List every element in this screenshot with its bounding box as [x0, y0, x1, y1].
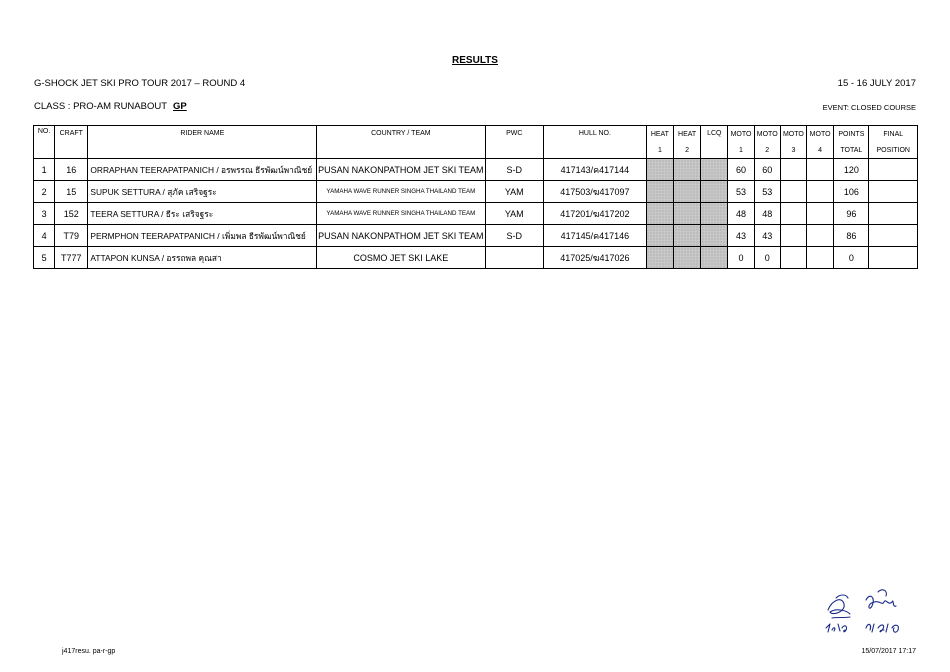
footer-file-code: j417resu. pa-r-gp	[62, 648, 116, 655]
col-team: COUNTRY / TEAM	[317, 126, 485, 159]
table-row	[34, 159, 918, 181]
cell-moto2: 48	[754, 203, 780, 225]
cell-moto4	[807, 159, 834, 181]
page-title: RESULTS	[452, 55, 498, 66]
cell-team: PUSAN NAKONPATHOM JET SKI TEAM	[317, 159, 485, 181]
results-body	[34, 159, 918, 269]
cell-pwc: YAM	[485, 181, 543, 203]
cell-pwc	[485, 247, 543, 269]
cell-lcq	[701, 225, 728, 247]
cell-heat2	[674, 181, 701, 203]
cell-moto3	[780, 247, 806, 269]
results-table	[33, 125, 918, 269]
cell-rider: PERMPHON TEERAPATPANICH / เพิ่มพล ธีรพัฒน์พาณิชย์	[88, 225, 317, 247]
cell-moto1: 60	[728, 159, 754, 181]
col-moto4-num: 4	[807, 142, 834, 159]
cell-moto1: 48	[728, 203, 754, 225]
cell-hull: 417143/ค417144	[543, 159, 646, 181]
table-row	[34, 247, 918, 269]
cell-heat1	[646, 225, 673, 247]
cell-lcq	[701, 159, 728, 181]
col-craft: CRAFT	[55, 126, 88, 159]
cell-final	[869, 181, 918, 203]
cell-heat2	[674, 159, 701, 181]
col-no: NO.	[34, 126, 55, 159]
cell-pwc: S-D	[485, 159, 543, 181]
table-row	[34, 181, 918, 203]
cell-rider: ORRAPHAN TEERAPATPANICH / อรพรรณ ธีรพัฒน์พาณิชย์	[88, 159, 317, 181]
cell-rider: SUPUK SETTURA / สุภัค เสริจฐระ	[88, 181, 317, 203]
col-moto3-num: 3	[780, 142, 806, 159]
cell-final	[869, 203, 918, 225]
col-moto1: MOTO	[728, 126, 754, 143]
cell-hull: 417201/ฆ417202	[543, 203, 646, 225]
cell-moto3	[780, 159, 806, 181]
cell-moto3	[780, 203, 806, 225]
col-heat2-num: 2	[674, 142, 701, 159]
col-heat2: HEAT	[674, 126, 701, 143]
cell-no: 3	[34, 203, 55, 225]
col-moto2: MOTO	[754, 126, 780, 143]
cell-no: 4	[34, 225, 55, 247]
footer-timestamp: 15/07/2017 17:17	[861, 648, 916, 655]
col-moto2-num: 2	[754, 142, 780, 159]
col-points-total: TOTAL	[834, 142, 869, 159]
cell-no: 1	[34, 159, 55, 181]
cell-points: 0	[834, 247, 869, 269]
cell-hull: 417503/ฆ417097	[543, 181, 646, 203]
cell-craft: 152	[55, 203, 88, 225]
class-label	[34, 101, 187, 112]
cell-heat1	[646, 247, 673, 269]
cell-no: 5	[34, 247, 55, 269]
cell-moto3	[780, 181, 806, 203]
col-moto1-num: 1	[728, 142, 754, 159]
cell-moto2: 60	[754, 159, 780, 181]
cell-rider: ATTAPON KUNSA / อรรถพล คุณสา	[88, 247, 317, 269]
cell-team: COSMO JET SKI LAKE	[317, 247, 485, 269]
col-final-position: POSITION	[869, 142, 918, 159]
cell-moto2: 0	[754, 247, 780, 269]
cell-heat2	[674, 225, 701, 247]
cell-team: YAMAHA WAVE RUNNER SINGHA THAILAND TEAM	[317, 181, 485, 203]
table-row	[34, 225, 918, 247]
col-rider: RIDER NAME	[88, 126, 317, 159]
col-hull: HULL NO.	[543, 126, 646, 159]
cell-heat1	[646, 159, 673, 181]
cell-moto4	[807, 247, 834, 269]
col-points: POINTS	[834, 126, 869, 143]
col-lcq: LCQ	[701, 126, 728, 159]
cell-lcq	[701, 181, 728, 203]
cell-moto2: 43	[754, 225, 780, 247]
cell-craft: T79	[55, 225, 88, 247]
table-row	[34, 203, 918, 225]
cell-craft: 16	[55, 159, 88, 181]
cell-pwc: YAM	[485, 203, 543, 225]
cell-hull: 417025/ฆ417026	[543, 247, 646, 269]
cell-final	[869, 159, 918, 181]
event-title: G-SHOCK JET SKI PRO TOUR 2017 – ROUND 4	[34, 78, 246, 89]
cell-heat1	[646, 203, 673, 225]
cell-team: YAMAHA WAVE RUNNER SINGHA THAILAND TEAM	[317, 203, 485, 225]
class-code: GP	[173, 101, 187, 112]
cell-moto4	[807, 181, 834, 203]
cell-heat2	[674, 203, 701, 225]
col-final: FINAL	[869, 126, 918, 143]
cell-no: 2	[34, 181, 55, 203]
cell-moto1: 53	[728, 181, 754, 203]
cell-craft: T777	[55, 247, 88, 269]
col-pwc: PWC	[485, 126, 543, 159]
cell-hull: 417145/ค417146	[543, 225, 646, 247]
cell-points: 96	[834, 203, 869, 225]
cell-pwc: S-D	[485, 225, 543, 247]
cell-heat2	[674, 247, 701, 269]
cell-craft: 15	[55, 181, 88, 203]
cell-moto1: 0	[728, 247, 754, 269]
cell-moto4	[807, 225, 834, 247]
cell-moto2: 53	[754, 181, 780, 203]
cell-points: 120	[834, 159, 869, 181]
cell-points: 106	[834, 181, 869, 203]
col-heat1-num: 1	[646, 142, 673, 159]
event-type: EVENT: CLOSED COURSE	[822, 103, 916, 112]
cell-heat1	[646, 181, 673, 203]
signature-image	[822, 584, 914, 640]
event-date: 15 - 16 JULY 2017	[837, 78, 916, 89]
cell-lcq	[701, 247, 728, 269]
cell-moto3	[780, 225, 806, 247]
cell-final	[869, 247, 918, 269]
cell-lcq	[701, 203, 728, 225]
col-heat1: HEAT	[646, 126, 673, 143]
cell-moto4	[807, 203, 834, 225]
cell-points: 86	[834, 225, 869, 247]
cell-moto1: 43	[728, 225, 754, 247]
cell-final	[869, 225, 918, 247]
cell-rider: TEERA SETTURA / ธีระ เสริจฐระ	[88, 203, 317, 225]
cell-team: PUSAN NAKONPATHOM JET SKI TEAM	[317, 225, 485, 247]
class-name: CLASS : PRO-AM RUNABOUT	[34, 101, 168, 112]
col-moto4: MOTO	[807, 126, 834, 143]
col-moto3: MOTO	[780, 126, 806, 143]
